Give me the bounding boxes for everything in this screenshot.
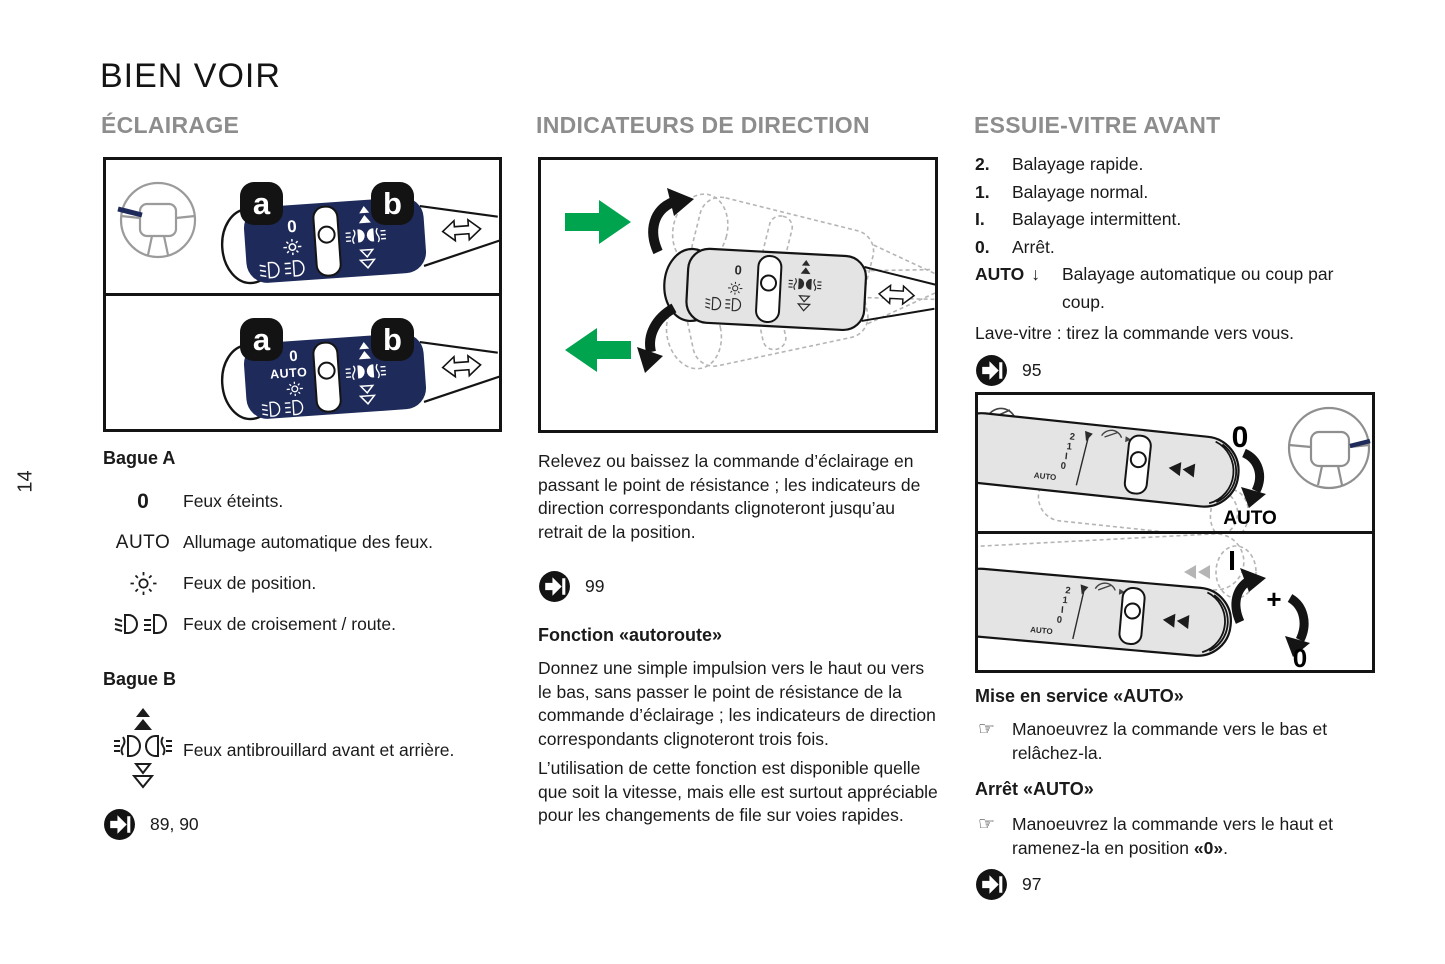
wiper-item <box>975 206 1375 234</box>
reference-pages: 99 <box>585 576 605 596</box>
reference-pages: 89, 90 <box>150 814 199 834</box>
svg-text:AUTO: AUTO <box>1033 470 1057 483</box>
legend-row <box>103 604 503 645</box>
wiper-panel-auto <box>978 395 1372 531</box>
steering-wheel-icon <box>121 183 195 257</box>
badge-a-label: a <box>252 322 271 357</box>
eclairage-panel-top <box>106 160 499 293</box>
down-arrow-icon: ↓ <box>1031 264 1041 284</box>
svg-text:0: 0 <box>1056 614 1063 626</box>
eclairage-legend <box>103 448 503 841</box>
turn-right-arrow-icon <box>565 200 631 244</box>
page-reference-row <box>975 354 1375 387</box>
left-right-arrow-icon <box>442 355 481 378</box>
wiper-label: Balayage rapide. <box>1012 154 1144 174</box>
page-reference-icon <box>975 868 1008 901</box>
label-plus: + <box>1266 584 1282 614</box>
wiper-label: Arrêt. <box>1012 236 1055 257</box>
left-right-arrow-icon <box>879 285 915 305</box>
page-reference-row <box>103 808 503 841</box>
wiper-stalk <box>978 410 1242 510</box>
page-number: 14 <box>14 470 37 493</box>
label-zero: 0 <box>1292 643 1308 670</box>
eclairage-panel-bottom <box>106 296 499 429</box>
light-stalk-neutral <box>662 247 935 335</box>
indicateurs-text <box>538 450 940 828</box>
page-reference-row <box>975 868 1375 901</box>
paragraph: Donnez une simple impulsion vers le haut ou vers le bas, sans passer le point de résistance de la commande d’éclairage ; les indicateurs de direction correspondants clignoteront trois fois. <box>538 658 936 749</box>
wiper-item-auto <box>975 261 1375 316</box>
page-reference-icon <box>538 570 571 603</box>
bague-a-heading: Bague A <box>103 448 176 468</box>
essuie-vitre-diagram-box <box>975 392 1375 673</box>
paragraph: L’utilisation de cette fonction est disponible quelle que soit la vitesse, mais elle est surtout appréciable pour les changements de file sur voies rapides. <box>538 758 938 825</box>
stalk-auto: AUTO <box>269 365 308 382</box>
wiper-item <box>975 151 1375 179</box>
wiper-label: Balayage normal. <box>1012 181 1149 202</box>
section-title-eclairage: ÉCLAIRAGE <box>101 112 240 138</box>
eclairage-diagram-box <box>103 157 502 432</box>
indicateurs-diagram-box <box>538 157 938 433</box>
position-lights-icon <box>103 570 183 597</box>
svg-text:AUTO: AUTO <box>1029 625 1054 637</box>
label-auto: AUTO <box>1223 508 1277 529</box>
pointing-hand-icon: ☞ <box>978 718 996 740</box>
legend-row <box>103 702 503 798</box>
wiper-panel-stop <box>978 534 1372 670</box>
stalk-zero: 0 <box>288 347 299 366</box>
instruction-text: Manoeuvrez la commande vers le haut et ramenez-la en position «0». <box>1012 814 1333 858</box>
legend-label: Feux antibrouillard avant et arrière. <box>183 739 455 760</box>
pointing-hand-icon: ☞ <box>978 813 996 835</box>
reference-pages: 97 <box>1022 874 1042 894</box>
stalk-zero: 0 <box>734 262 743 278</box>
front-rear-fog-lights-icon <box>103 706 183 794</box>
svg-text:0: 0 <box>1060 460 1067 473</box>
wiper-term: AUTO ↓ <box>975 264 1041 284</box>
wiper-label: Balayage automatique ou coup par coup. <box>1062 264 1334 312</box>
essuie-vitre-instructions <box>975 686 1375 901</box>
svg-text:2: 2 <box>1069 431 1076 443</box>
label-zero: 0 <box>1231 421 1249 454</box>
svg-text:1: 1 <box>1066 441 1073 453</box>
bague-b-heading: Bague B <box>103 669 177 689</box>
wiper-item <box>975 234 1375 262</box>
paragraph: Relevez ou baissez la commande d’éclairage en passant le point de résistance ; les indicateurs de direction correspondants clignoteront jusqu’au retrait de la position. <box>538 451 921 542</box>
lave-vitre-line: Lave-vitre : tirez la commande vers vous. <box>975 323 1295 343</box>
wiper-stalk <box>978 566 1234 658</box>
section-title-indicateurs: INDICATEURS DE DIRECTION <box>536 112 870 138</box>
section-title-essuie-vitre: ESSUIE-VITRE AVANT <box>974 112 1221 138</box>
ring-position-auto: AUTO <box>115 531 171 553</box>
flick-down-arrow-icon <box>637 308 674 373</box>
mise-en-service-heading: Mise en service «AUTO» <box>975 686 1184 706</box>
legend-row <box>103 522 503 563</box>
arret-heading: Arrêt «AUTO» <box>975 779 1094 799</box>
steering-wheel-icon <box>1289 408 1370 488</box>
essuie-vitre-list <box>975 151 1375 387</box>
page-reference-icon <box>103 808 136 841</box>
page-reference-icon <box>975 354 1008 387</box>
legend-label: Feux de position. <box>183 573 317 593</box>
ring-position-zero: 0 <box>137 489 149 513</box>
legend-row <box>103 563 503 604</box>
legend-row <box>103 481 503 522</box>
indicateurs-panel <box>541 160 935 430</box>
page-title: BIEN VOIR <box>100 57 281 95</box>
svg-text:I: I <box>1060 604 1065 616</box>
svg-text:2: 2 <box>1064 585 1072 597</box>
autoroute-heading: Fonction «autoroute» <box>538 625 722 645</box>
legend-label: Feux de croisement / route. <box>183 614 397 634</box>
label-i: I <box>1228 545 1236 576</box>
low-high-beam-icon <box>103 612 183 637</box>
wiper-term: 2. <box>975 154 990 174</box>
badge-b-label: b <box>383 322 402 357</box>
svg-text:I: I <box>1064 450 1069 463</box>
svg-text:1: 1 <box>1062 594 1069 607</box>
wiper-term: I. <box>975 209 985 229</box>
wiper-item <box>975 179 1375 207</box>
left-right-arrow-icon <box>442 219 481 242</box>
wiper-term: 1. <box>975 181 990 202</box>
badge-b-label: b <box>383 186 402 221</box>
turn-left-arrow-icon <box>565 328 631 372</box>
instruction-row <box>975 717 1375 765</box>
reference-pages: 95 <box>1022 360 1042 380</box>
wiper-label: Balayage intermittent. <box>1012 209 1182 229</box>
stalk-zero: 0 <box>286 216 298 237</box>
instruction-text: Manoeuvrez la commande vers le bas et relâchez-la. <box>1012 719 1328 763</box>
ghost-triangles <box>1184 565 1210 579</box>
wiper-term: 0. <box>975 236 990 257</box>
page-reference-row <box>538 570 940 603</box>
legend-label: Allumage automatique des feux. <box>183 532 434 552</box>
badge-a-label: a <box>252 186 271 221</box>
legend-label: Feux éteints. <box>183 491 284 511</box>
instruction-row <box>975 812 1375 860</box>
